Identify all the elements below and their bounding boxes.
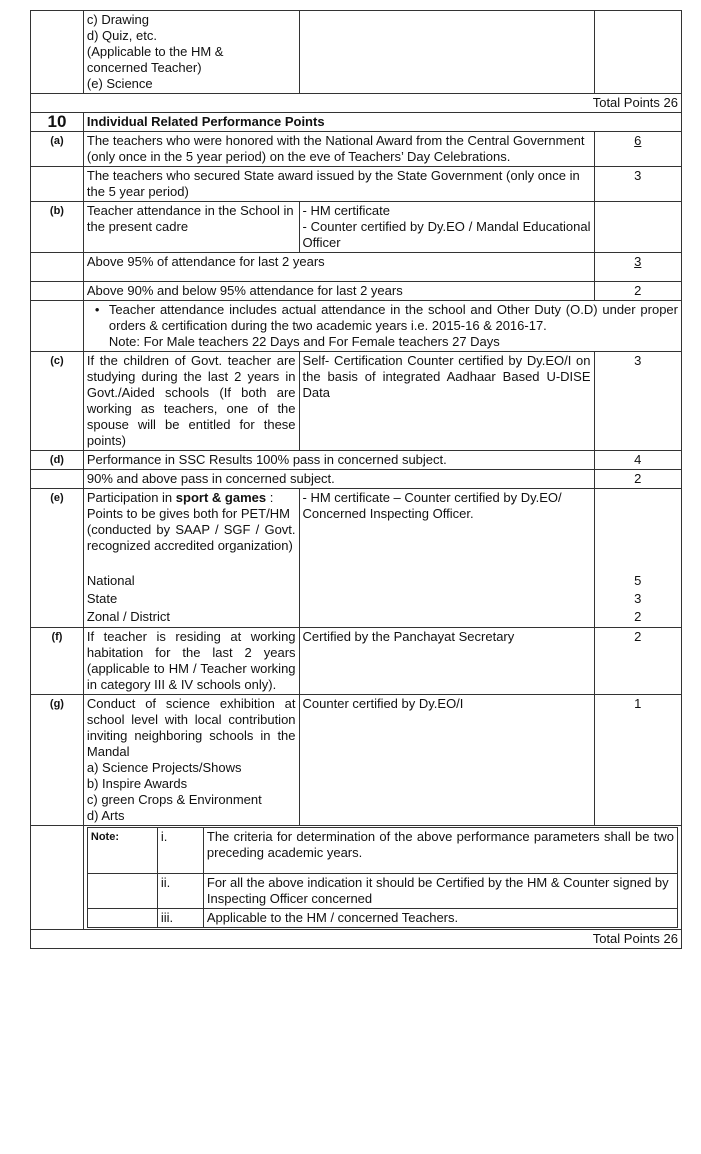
attendance-above-90-points: 2: [594, 282, 681, 301]
table-row: [31, 132, 682, 167]
state-award-points: 3: [594, 167, 681, 202]
table-row: [31, 352, 682, 451]
table-row: [31, 253, 682, 282]
total-row: [31, 930, 682, 949]
note-block: Note: i. The criteria for determination of the above performance parameters shall be two preceding academic years. ii. For all the above indication it should be Certified by the HM & Counter signed by Inspecting Officer concerned iii. Applicable to the HM / concerned Teachers.: [83, 826, 681, 930]
table-row: [31, 301, 682, 352]
ssc-90-text: 90% and above pass in concerned subject.: [83, 470, 594, 489]
ssc-100-points: 4: [594, 451, 681, 470]
table-row: [31, 202, 682, 253]
section-number: 10: [31, 113, 84, 132]
note-item: For all the above indication it should be Certified by the HM & Counter signed by Inspecting Officer concerned: [203, 874, 677, 909]
attendance-note: • Teacher attendance includes actual attendance in the school and Other Duty (O.D) under proper orders & certification during the two academic years i.e. 2015-16 & 2016-17. Note: For Male teachers 22 Days and For Female teachers 27 Days: [83, 301, 681, 352]
children-study-text: If the children of Govt. teacher are studying during the last 2 years in Govt./Aided schools (If both are working as teachers, one of the spouse will be entitled for these points): [83, 352, 299, 451]
section-title: Individual Related Performance Points: [83, 113, 681, 132]
row-label: (e): [31, 489, 84, 628]
children-study-certification: Self- Certification Counter certified by Dy.EO/I on the basis of integrated Aadhaar Based U-DISE Data: [299, 352, 594, 451]
table-row: [31, 282, 682, 301]
table-row: [31, 167, 682, 202]
note-item: The criteria for determination of the above performance parameters shall be two preceding academic years.: [203, 828, 677, 874]
table-row: [31, 628, 682, 695]
table-row: [31, 11, 682, 94]
national-award-text: The teachers who were honored with the National Award from the Central Government (only once in the 5 year period) on the eve of Teachers’ Day Celebrations.: [83, 132, 594, 167]
table-row: [31, 470, 682, 489]
state-award-text: The teachers who secured State award issued by the State Government (only once in the 5 year period): [83, 167, 594, 202]
sports-certification: - HM certificate – Counter certified by Dy.EO/ Concerned Inspecting Officer.: [299, 489, 594, 628]
row-label: (b): [31, 202, 84, 253]
habitation-points: 2: [594, 628, 681, 695]
habitation-certification: Certified by the Panchayat Secretary: [299, 628, 594, 695]
attendance-above-90: Above 90% and below 95% attendance for last 2 years: [83, 282, 594, 301]
top-items: c) Drawing d) Quiz, etc. (Applicable to the HM & concerned Teacher) (e) Science: [83, 11, 299, 94]
note-label: Note:: [87, 828, 157, 874]
performance-points-table: [30, 10, 682, 949]
total-points: Total Points 26: [31, 94, 682, 113]
attendance-text: Teacher attendance in the School in the present cadre: [83, 202, 299, 253]
row-label: (g): [31, 695, 84, 826]
science-exhibition-points: 1: [594, 695, 681, 826]
table-row: [31, 451, 682, 470]
total-row: [31, 94, 682, 113]
row-label: (c): [31, 352, 84, 451]
total-points: Total Points 26: [31, 930, 682, 949]
attendance-above-95-points: 3: [594, 253, 681, 282]
attendance-certification: - HM certificate - Counter certified by Dy.EO / Mandal Educational Officer: [299, 202, 594, 253]
ssc-100-text: Performance in SSC Results 100% pass in concerned subject.: [83, 451, 594, 470]
table-row: [31, 695, 682, 826]
attendance-above-95: Above 95% of attendance for last 2 years: [83, 253, 594, 282]
science-exhibition-certification: Counter certified by Dy.EO/I: [299, 695, 594, 826]
note-item: Applicable to the HM / concerned Teachers.: [203, 909, 677, 928]
table-row: [31, 489, 682, 628]
sports-points: 5 3 2: [594, 489, 681, 628]
children-study-points: 3: [594, 352, 681, 451]
row-label: (a): [31, 132, 84, 167]
habitation-text: If teacher is residing at working habitation for the last 2 years (applicable to HM / Teacher working in category III & IV schools only).: [83, 628, 299, 695]
national-award-points: 6: [594, 132, 681, 167]
note-row: [31, 826, 682, 930]
section-header-row: [31, 113, 682, 132]
science-exhibition-text: Conduct of science exhibition at school level with local contribution inviting neighboring schools in the Mandal a) Science Projects/Shows b) Inspire Awards c) green Crops & Environment d) Arts: [83, 695, 299, 826]
ssc-90-points: 2: [594, 470, 681, 489]
row-label: (d): [31, 451, 84, 470]
sports-text: Participation in sport & games : Points to be gives both for PET/HM (conducted by SAAP / SGF / Govt. recognized accredited organization) National State Zonal / District: [83, 489, 299, 628]
row-label: (f): [31, 628, 84, 695]
